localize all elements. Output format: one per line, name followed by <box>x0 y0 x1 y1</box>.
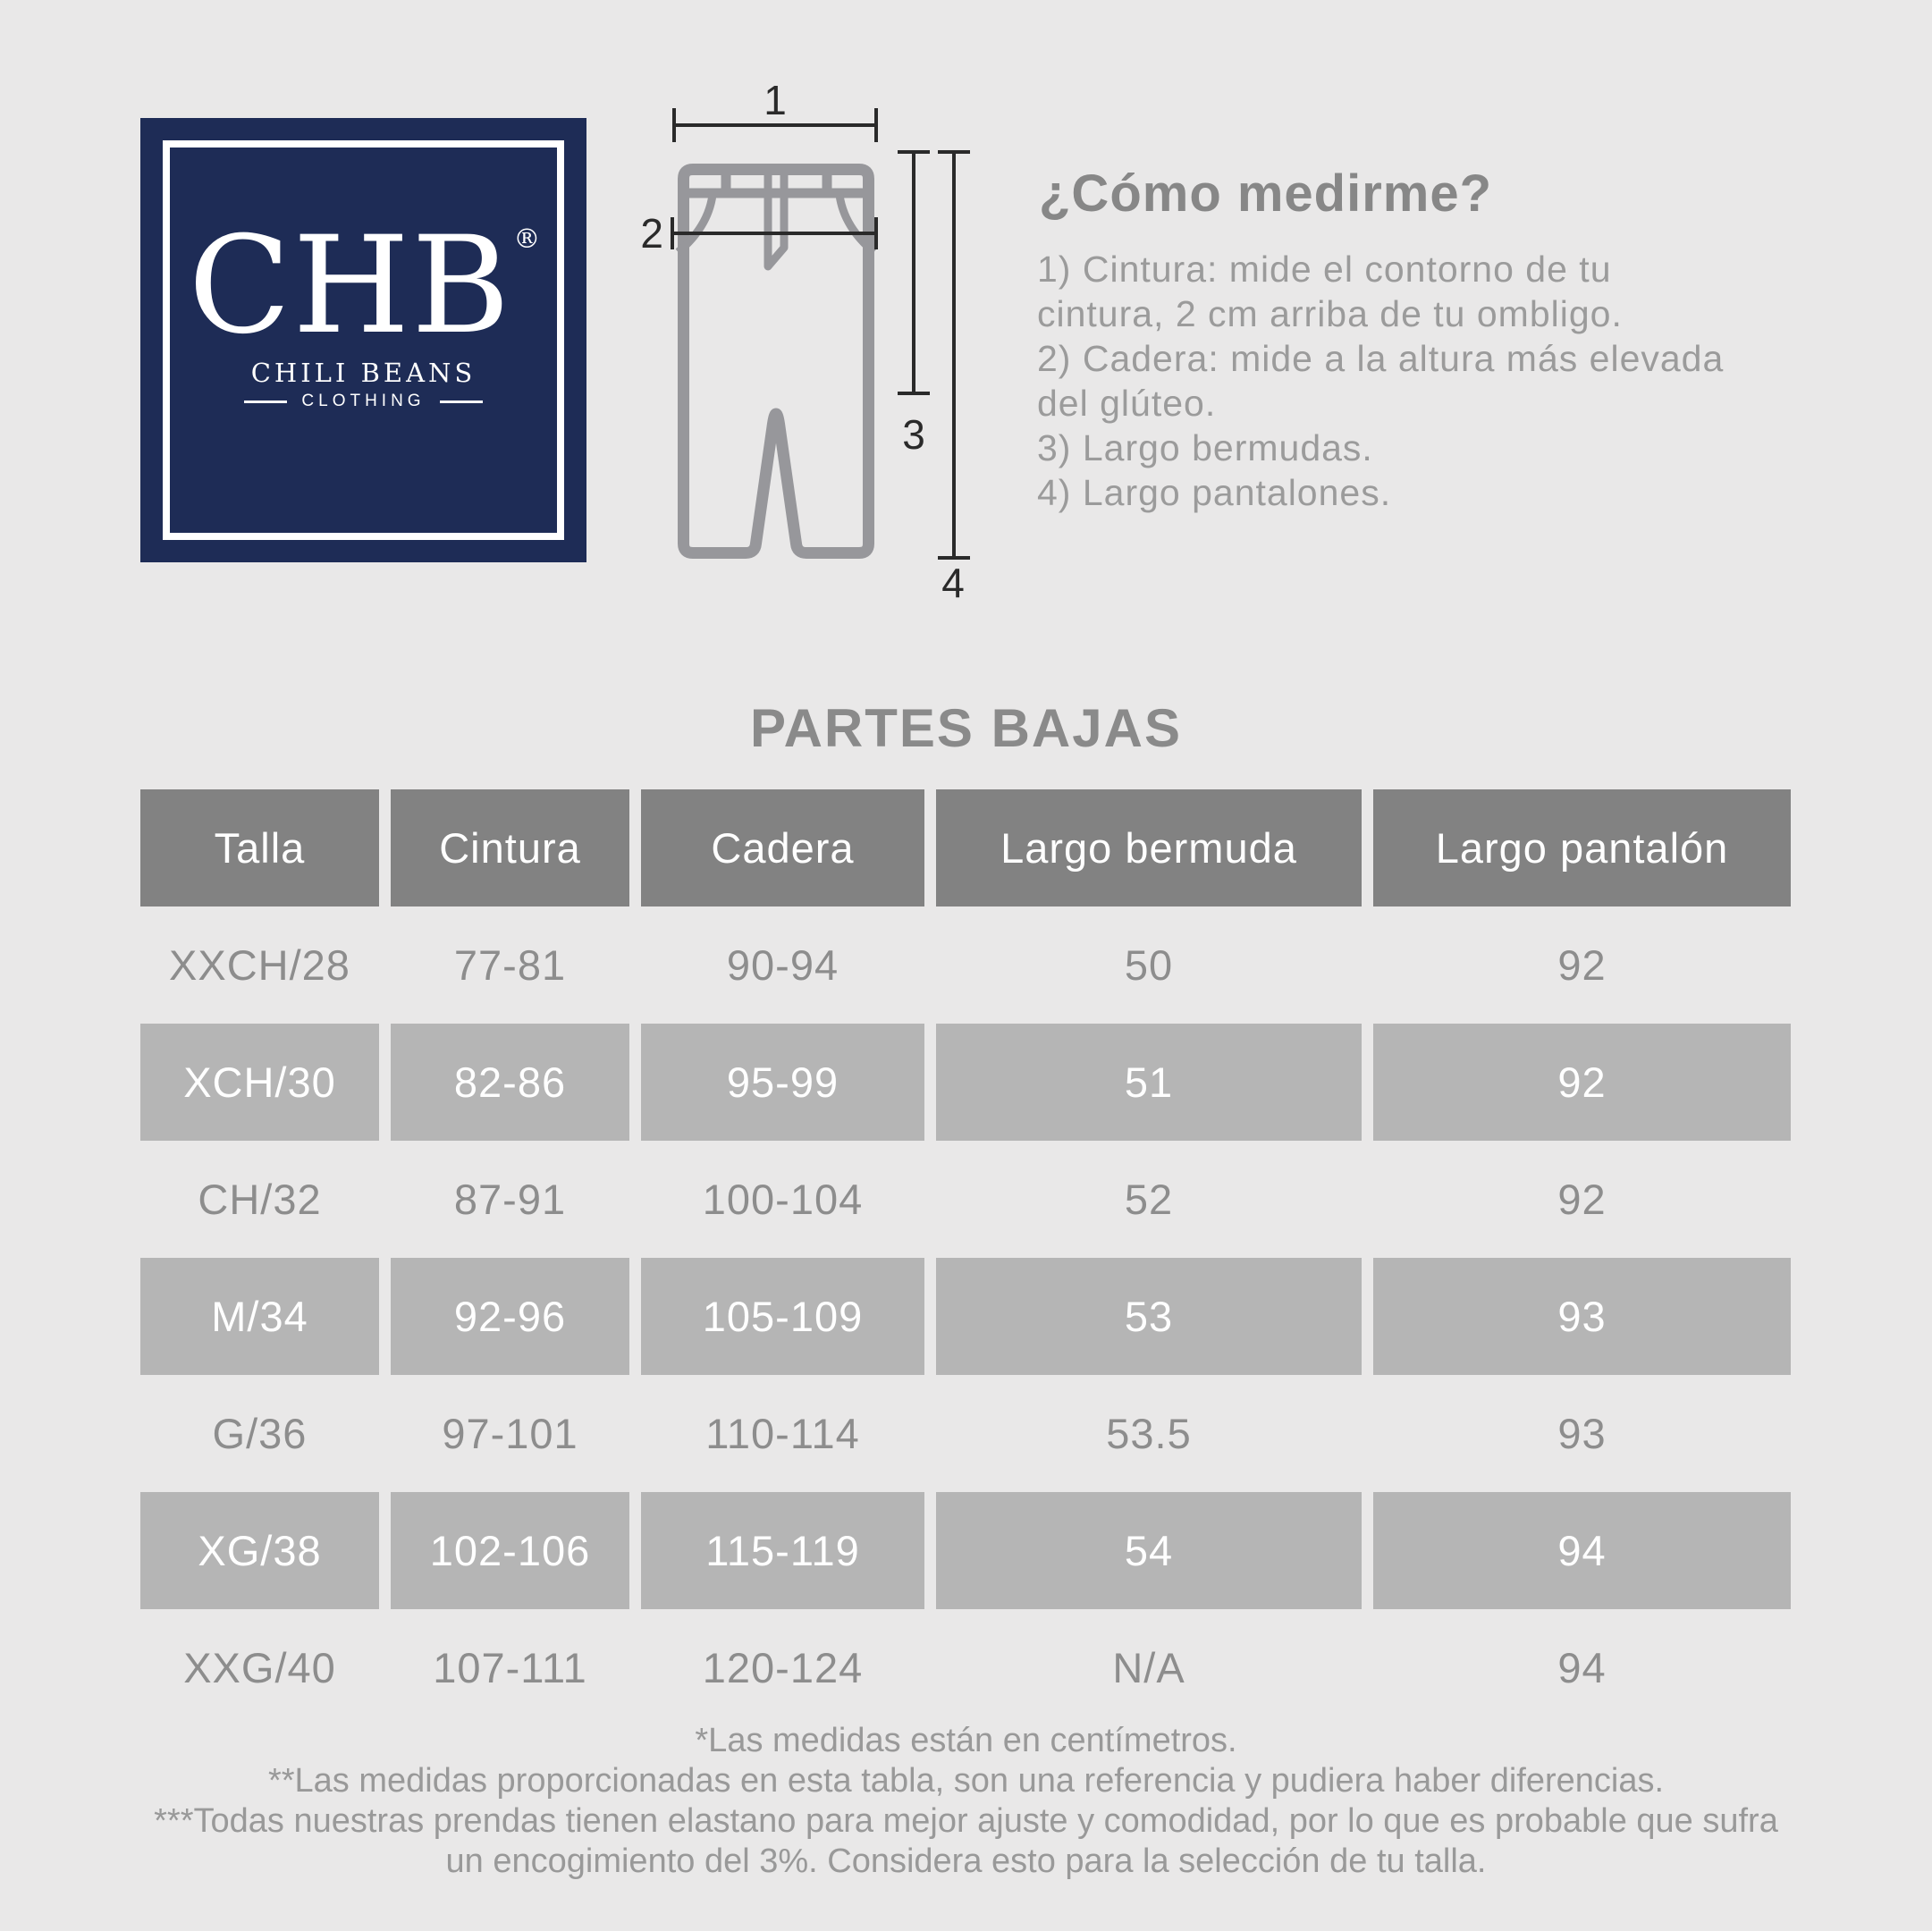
dimension-4-label: 4 <box>941 560 965 606</box>
column-header-cintura: Cintura <box>391 789 629 906</box>
table-cell-cadera: 95-99 <box>641 1024 924 1141</box>
column-header-largo-bermuda: Largo bermuda <box>936 789 1362 906</box>
table-cell-cadera: 110-114 <box>705 1410 860 1457</box>
table-cell-largo-pantalon: 93 <box>1373 1258 1791 1375</box>
table-cell-largo-bermuda: 50 <box>1124 941 1174 989</box>
footnotes <box>0 1721 1932 1882</box>
footnote-4: un encogimiento del 3%. Considera esto para la selección de tu talla. <box>445 1842 1487 1880</box>
logo-tagline-row <box>140 392 586 412</box>
table-cell-largo-pantalon: 93 <box>1557 1410 1607 1457</box>
table-cell-largo-pantalon: 92 <box>1557 941 1607 989</box>
table-cell-cintura: 82-86 <box>391 1024 629 1141</box>
table-cell-largo-bermuda: N/A <box>1112 1644 1185 1691</box>
table-cell-largo-bermuda: 51 <box>936 1024 1362 1141</box>
table-cell-talla: CH/32 <box>198 1176 322 1223</box>
howto-instructions <box>1037 247 1724 515</box>
logo-tagline: CLOTHING <box>301 392 426 410</box>
pants-outline <box>684 170 869 553</box>
footnote-1: *Las medidas están en centímetros. <box>695 1722 1237 1759</box>
table-cell-largo-pantalon: 92 <box>1557 1176 1607 1223</box>
footnote-2: **Las medidas proporcionadas en esta tabla, son una referencia y pudiera haber diferencias. <box>267 1762 1665 1800</box>
table-cell-cadera: 100-104 <box>702 1176 864 1223</box>
table-cell-talla: XXCH/28 <box>169 941 350 989</box>
table-cell-cadera: 90-94 <box>726 941 839 989</box>
howto-line-2: cintura, 2 cm arriba de tu ombligo. <box>1037 293 1623 334</box>
dimension-4-line <box>938 152 970 558</box>
howto-line-3: 2) Cadera: mide a la altura más elevada <box>1037 338 1725 379</box>
table-cell-talla: XXG/40 <box>183 1644 336 1691</box>
table-cell-cintura: 97-101 <box>442 1410 578 1457</box>
dimension-3-line <box>898 152 930 393</box>
column-header-cadera: Cadera <box>641 789 924 906</box>
table-cell-largo-pantalon: 92 <box>1373 1024 1791 1141</box>
tagline-right-dash <box>440 401 483 403</box>
table-cell-cadera: 120-124 <box>702 1644 864 1691</box>
table-cell-largo-bermuda: 52 <box>1124 1176 1174 1223</box>
logo-brand-text <box>140 208 586 364</box>
table-cell-cintura: 77-81 <box>453 941 567 989</box>
table-cell-cintura: 92-96 <box>391 1258 629 1375</box>
footnote-3: ***Todas nuestras prendas tienen elastano para mejor ajuste y comodidad, por lo que es probable que sufra <box>154 1802 1778 1840</box>
table-cell-talla: G/36 <box>212 1410 308 1457</box>
howto-line-5: 3) Largo bermudas. <box>1037 427 1373 468</box>
table-cell-cadera: 115-119 <box>641 1492 924 1609</box>
dimension-2-label: 2 <box>640 210 663 257</box>
table-cell-largo-bermuda: 53.5 <box>1106 1410 1192 1457</box>
table-cell-largo-pantalon: 94 <box>1373 1492 1791 1609</box>
howto-line-6: 4) Largo pantalones. <box>1037 472 1392 513</box>
table-cell-largo-pantalon: 94 <box>1557 1644 1607 1691</box>
pants-fly-line <box>768 172 784 266</box>
column-header-largo-pantalon: Largo pantalón <box>1373 789 1791 906</box>
table-cell-largo-bermuda: 53 <box>936 1258 1362 1375</box>
chb-logo <box>140 118 586 562</box>
logo-subtitle: CHILI BEANS <box>250 358 477 388</box>
size-table <box>140 789 1791 1726</box>
dimension-3-label: 3 <box>902 411 925 458</box>
howto-line-4: del glúteo. <box>1037 383 1217 424</box>
table-cell-cintura: 107-111 <box>433 1644 587 1691</box>
table-cell-talla: M/34 <box>140 1258 379 1375</box>
table-cell-cadera: 105-109 <box>641 1258 924 1375</box>
howto-title: ¿Cómo medirme? <box>1039 164 1493 223</box>
table-cell-cintura: 87-91 <box>453 1176 567 1223</box>
tagline-left-dash <box>244 401 287 403</box>
table-cell-talla: XG/38 <box>140 1492 379 1609</box>
column-header-talla: Talla <box>140 789 379 906</box>
table-cell-largo-bermuda: 54 <box>936 1492 1362 1609</box>
dimension-1-label: 1 <box>764 77 787 123</box>
logo-brand-letters: CHB <box>188 208 512 364</box>
registered-trademark-icon: ® <box>513 223 541 255</box>
howto-line-1: 1) Cintura: mide el contorno de tu <box>1037 249 1612 290</box>
table-cell-cintura: 102-106 <box>391 1492 629 1609</box>
table-title: PARTES BAJAS <box>750 698 1182 758</box>
table-cell-talla: XCH/30 <box>140 1024 379 1141</box>
pants-measurement-diagram <box>626 76 1001 612</box>
